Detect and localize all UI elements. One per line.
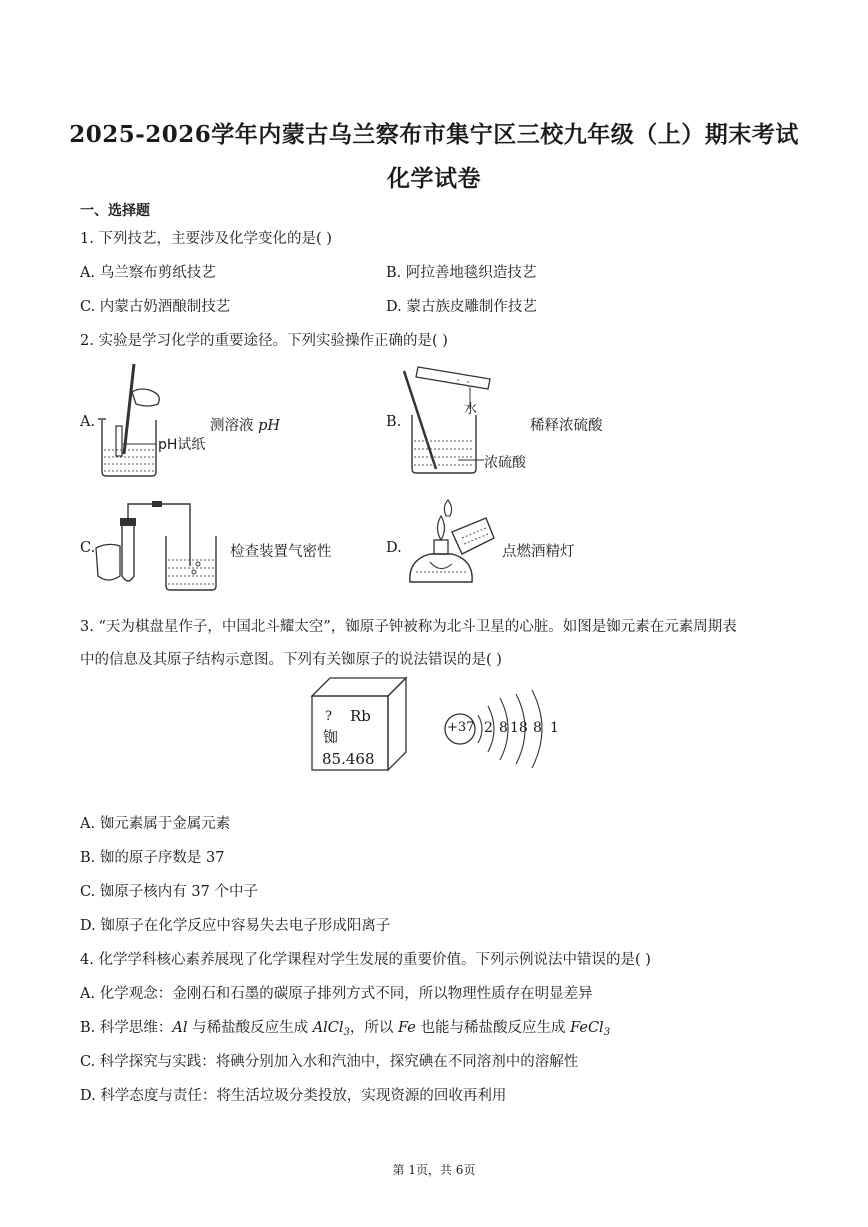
ph-paper-label: pH试纸 bbox=[158, 437, 206, 453]
rb-shell-1: 2 bbox=[484, 720, 493, 736]
exam-title-line2: 化学试卷 bbox=[387, 165, 481, 192]
q2-option-a-caption: 测溶液 pH bbox=[210, 418, 281, 434]
ph-test-figure bbox=[96, 362, 216, 480]
q2-option-c-caption: 检查装置气密性 bbox=[230, 544, 332, 560]
q4-stem: 4. 化学学科核心素养展现了化学课程对学生发展的重要价值。下列示例说法中错误的是( ) bbox=[80, 952, 651, 968]
q3-option-d: D. 铷原子在化学反应中容易失去电子形成阳离子 bbox=[80, 918, 391, 934]
q2-option-d-caption: 点燃酒精灯 bbox=[502, 544, 575, 560]
rb-nucleus-charge: +37 bbox=[447, 720, 475, 735]
q2-option-b-caption: 稀释浓硫酸 bbox=[530, 418, 603, 434]
q2-option-b-letter: B. bbox=[386, 414, 402, 430]
page-footer: 第 1页，共 6页 bbox=[392, 1163, 476, 1177]
q2-option-a-letter: A. bbox=[80, 414, 96, 430]
alcohol-lamp-figure bbox=[400, 498, 500, 596]
rb-name: 铷 bbox=[323, 728, 339, 746]
rb-shell-2: 8 bbox=[499, 720, 508, 736]
q1-option-c: C. 内蒙古奶酒酿制技艺 bbox=[80, 299, 231, 315]
q3-stem-line1: 3. “天为棋盘星作子，中国北斗耀太空”，铷原子钟被称为北斗卫星的心脏。如图是铷元素在元素周期表 bbox=[80, 619, 737, 635]
water-label: 水 bbox=[464, 402, 478, 417]
rb-cell-placeholder: ? bbox=[325, 709, 332, 724]
q4-option-b: B. 科学思维：Al 与稀盐酸反应生成 AlCl$_3$，所以 Fe 也能与稀盐酸反应生成 FeCl$_3$ bbox=[80, 1020, 611, 1038]
q4-option-c: C. 科学探究与实践：将碘分别加入水和汽油中，探究碘在不同溶剂中的溶解性 bbox=[80, 1054, 579, 1070]
q3-option-c: C. 铷原子核内有 37 个中子 bbox=[80, 884, 258, 900]
rb-mass: 85.468 bbox=[322, 750, 375, 768]
q3-option-a: A. 铷元素属于金属元素 bbox=[80, 816, 231, 832]
q2-stem: 2. 实验是学习化学的重要途径。下列实验操作正确的是( ) bbox=[80, 333, 448, 349]
q4-option-d: D. 科学态度与责任：将生活垃圾分类投放，实现资源的回收再利用 bbox=[80, 1088, 507, 1104]
rb-shell-5: 1 bbox=[550, 720, 559, 736]
q3-stem-line2: 中的信息及其原子结构示意图。下列有关铷原子的说法错误的是( ) bbox=[80, 652, 502, 668]
q4-option-a: A. 化学观念：金刚石和石墨的碳原子排列方式不同，所以物理性质存在明显差异 bbox=[80, 986, 593, 1002]
rb-symbol: Rb bbox=[350, 707, 371, 725]
q1-option-b: B. 阿拉善地毯织造技艺 bbox=[386, 265, 537, 281]
acid-label: 浓硫酸 bbox=[484, 455, 526, 471]
q3-option-b: B. 铷的原子序数是 37 bbox=[80, 850, 225, 866]
exam-title-line1: 2025-2026学年内蒙古乌兰察布市集宁区三校九年级（上）期末考试 bbox=[69, 121, 799, 148]
q1-option-a: A. 乌兰察布剪纸技艺 bbox=[80, 265, 216, 281]
q1-option-d: D. 蒙古族皮雕制作技艺 bbox=[386, 299, 537, 315]
airtightness-figure bbox=[94, 496, 224, 592]
q2-option-c-letter: C. bbox=[80, 540, 96, 556]
rb-shell-4: 8 bbox=[533, 720, 542, 736]
q1-stem: 1. 下列技艺，主要涉及化学变化的是( ) bbox=[80, 231, 332, 247]
q2-option-d-letter: D. bbox=[386, 540, 402, 556]
rb-shell-3: 18 bbox=[510, 720, 528, 736]
section-heading: 一、选择题 bbox=[80, 203, 150, 219]
